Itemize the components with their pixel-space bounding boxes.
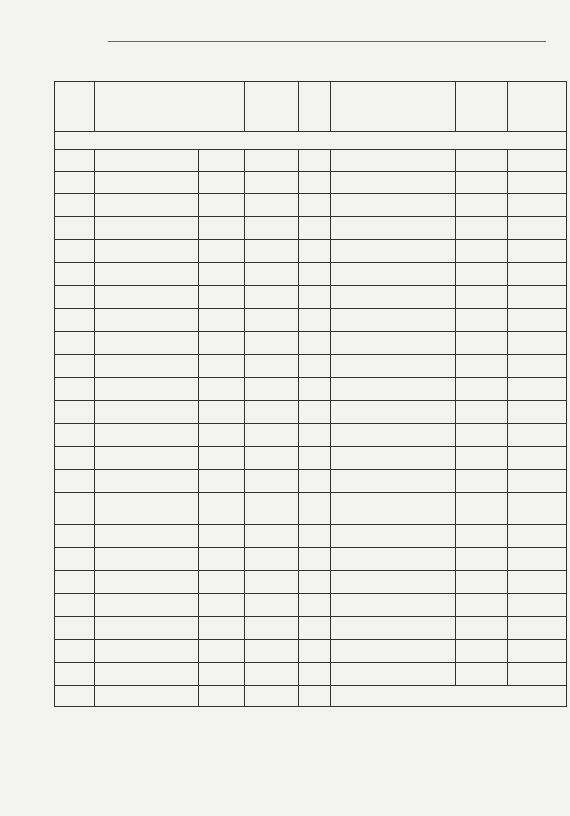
result-row xyxy=(55,240,567,263)
serial-number xyxy=(299,378,331,401)
header-rule xyxy=(108,41,546,42)
test-item xyxy=(95,194,199,217)
test-item xyxy=(95,172,199,194)
test-result xyxy=(245,594,299,617)
test-item xyxy=(95,332,199,355)
unit xyxy=(456,217,508,240)
test-result xyxy=(245,663,299,686)
unit xyxy=(199,240,245,263)
result-row xyxy=(55,447,567,470)
test-item xyxy=(331,217,456,240)
test-result xyxy=(508,470,567,493)
test-item xyxy=(95,309,199,332)
column-header xyxy=(456,150,508,172)
test-item xyxy=(331,594,456,617)
unit xyxy=(456,309,508,332)
test-item xyxy=(95,663,199,686)
serial-number xyxy=(299,172,331,194)
test-result xyxy=(508,401,567,424)
test-result xyxy=(508,447,567,470)
test-result xyxy=(245,194,299,217)
test-result xyxy=(245,525,299,548)
unit xyxy=(199,286,245,309)
unit xyxy=(199,355,245,378)
test-item xyxy=(95,286,199,309)
serial-number xyxy=(299,640,331,663)
result-row xyxy=(55,286,567,309)
column-header xyxy=(508,150,567,172)
unit xyxy=(199,332,245,355)
unit xyxy=(199,470,245,493)
serial-number xyxy=(299,571,331,594)
test-item xyxy=(95,640,199,663)
serial-number xyxy=(55,286,95,309)
unit xyxy=(456,378,508,401)
depth-value xyxy=(299,82,331,132)
result-row xyxy=(55,594,567,617)
section-title-row xyxy=(55,132,567,150)
unit xyxy=(199,548,245,571)
unit xyxy=(456,424,508,447)
end-note xyxy=(331,686,567,707)
serial-number xyxy=(55,378,95,401)
serial-number xyxy=(299,194,331,217)
unit xyxy=(456,263,508,286)
serial-number xyxy=(299,493,331,525)
test-result xyxy=(245,548,299,571)
test-result xyxy=(508,617,567,640)
unit xyxy=(199,309,245,332)
serial-number xyxy=(55,309,95,332)
test-result xyxy=(508,263,567,286)
test-result xyxy=(508,309,567,332)
test-result xyxy=(508,355,567,378)
test-item xyxy=(95,571,199,594)
result-row xyxy=(55,309,567,332)
unit xyxy=(456,548,508,571)
test-result xyxy=(245,470,299,493)
test-result xyxy=(508,332,567,355)
test-result xyxy=(508,571,567,594)
serial-number xyxy=(55,401,95,424)
test-item xyxy=(95,424,199,447)
column-header xyxy=(199,150,245,172)
test-item xyxy=(95,548,199,571)
test-item xyxy=(331,548,456,571)
test-item xyxy=(331,525,456,548)
test-item xyxy=(331,309,456,332)
unit xyxy=(456,447,508,470)
unit xyxy=(456,493,508,525)
test-item xyxy=(95,447,199,470)
test-item xyxy=(331,447,456,470)
test-result xyxy=(245,640,299,663)
test-result xyxy=(245,686,299,707)
serial-number xyxy=(55,217,95,240)
serial-number xyxy=(55,355,95,378)
depth-label xyxy=(245,82,299,132)
serial-number xyxy=(55,447,95,470)
column-header xyxy=(245,150,299,172)
test-result xyxy=(245,447,299,470)
unit xyxy=(199,686,245,707)
serial-number xyxy=(299,447,331,470)
result-row xyxy=(55,571,567,594)
unit xyxy=(456,470,508,493)
column-header xyxy=(331,150,456,172)
unit xyxy=(199,571,245,594)
unit xyxy=(456,594,508,617)
serial-number xyxy=(55,424,95,447)
unit xyxy=(199,194,245,217)
column-header-row xyxy=(55,150,567,172)
test-item xyxy=(331,663,456,686)
unit xyxy=(199,378,245,401)
unit xyxy=(199,263,245,286)
result-row-last xyxy=(55,686,567,707)
test-result xyxy=(508,378,567,401)
test-result xyxy=(245,172,299,194)
test-result xyxy=(245,571,299,594)
serial-number xyxy=(55,493,95,525)
character-value xyxy=(508,82,567,132)
test-result xyxy=(508,194,567,217)
unit xyxy=(456,401,508,424)
unit xyxy=(456,571,508,594)
serial-number xyxy=(299,424,331,447)
test-result xyxy=(245,617,299,640)
result-row xyxy=(55,617,567,640)
serial-number xyxy=(55,663,95,686)
test-item xyxy=(331,240,456,263)
test-item xyxy=(95,493,199,525)
test-result xyxy=(508,172,567,194)
column-header xyxy=(299,150,331,172)
test-result xyxy=(508,548,567,571)
serial-number xyxy=(55,571,95,594)
serial-number xyxy=(55,686,95,707)
test-result xyxy=(245,493,299,525)
test-result xyxy=(245,286,299,309)
unit xyxy=(456,332,508,355)
serial-number xyxy=(299,548,331,571)
serial-number xyxy=(299,332,331,355)
unit xyxy=(456,640,508,663)
unit xyxy=(456,525,508,548)
unit xyxy=(456,286,508,309)
unit xyxy=(199,447,245,470)
test-item xyxy=(95,378,199,401)
test-result xyxy=(508,663,567,686)
serial-number xyxy=(299,309,331,332)
unit xyxy=(199,594,245,617)
test-result xyxy=(508,493,567,525)
unit xyxy=(199,525,245,548)
serial-number xyxy=(55,332,95,355)
test-item xyxy=(331,401,456,424)
test-item xyxy=(331,332,456,355)
serial-number xyxy=(55,617,95,640)
unit xyxy=(199,424,245,447)
section-title xyxy=(55,132,567,150)
test-item xyxy=(331,571,456,594)
unit xyxy=(199,217,245,240)
test-item xyxy=(95,686,199,707)
test-item xyxy=(331,493,456,525)
unit xyxy=(199,663,245,686)
test-item xyxy=(95,470,199,493)
test-item xyxy=(331,355,456,378)
result-row xyxy=(55,493,567,525)
column-header xyxy=(95,150,199,172)
test-result xyxy=(245,424,299,447)
result-row xyxy=(55,217,567,240)
test-item xyxy=(95,240,199,263)
serial-number xyxy=(55,470,95,493)
test-item xyxy=(95,355,199,378)
result-row xyxy=(55,401,567,424)
unit xyxy=(199,401,245,424)
serial-number xyxy=(299,401,331,424)
test-item xyxy=(331,640,456,663)
test-item xyxy=(331,286,456,309)
unit xyxy=(456,663,508,686)
test-result xyxy=(508,640,567,663)
serial-number xyxy=(55,548,95,571)
unit xyxy=(199,493,245,525)
test-item xyxy=(331,172,456,194)
result-row xyxy=(55,332,567,355)
test-item xyxy=(95,263,199,286)
result-row xyxy=(55,355,567,378)
location-label xyxy=(55,82,95,132)
serial-number xyxy=(299,525,331,548)
test-result xyxy=(245,263,299,286)
serial-number xyxy=(55,525,95,548)
sample-info-row xyxy=(55,82,567,132)
test-item xyxy=(331,617,456,640)
unit xyxy=(199,617,245,640)
unit xyxy=(456,617,508,640)
test-item xyxy=(95,617,199,640)
unit xyxy=(456,240,508,263)
test-result xyxy=(245,332,299,355)
test-result xyxy=(508,594,567,617)
serial-number xyxy=(299,594,331,617)
test-item xyxy=(95,217,199,240)
test-result xyxy=(245,217,299,240)
result-row xyxy=(55,263,567,286)
unit xyxy=(456,172,508,194)
test-result xyxy=(245,401,299,424)
test-item xyxy=(95,594,199,617)
test-item xyxy=(95,401,199,424)
test-result xyxy=(508,286,567,309)
test-result xyxy=(508,217,567,240)
unit xyxy=(199,172,245,194)
character-label xyxy=(456,82,508,132)
result-row xyxy=(55,378,567,401)
serial-number xyxy=(299,663,331,686)
test-result xyxy=(245,240,299,263)
unit xyxy=(199,640,245,663)
serial-number xyxy=(299,286,331,309)
serial-number xyxy=(55,240,95,263)
test-result xyxy=(245,309,299,332)
test-result xyxy=(508,240,567,263)
result-row xyxy=(55,424,567,447)
result-row xyxy=(55,663,567,686)
test-result xyxy=(508,424,567,447)
serial-number xyxy=(299,263,331,286)
test-result xyxy=(245,378,299,401)
result-row xyxy=(55,525,567,548)
serial-number xyxy=(55,263,95,286)
test-item xyxy=(331,194,456,217)
unit xyxy=(456,194,508,217)
serial-number xyxy=(299,217,331,240)
sample-number-cell xyxy=(331,82,456,132)
test-item xyxy=(331,424,456,447)
results-table-body xyxy=(55,82,567,707)
test-item xyxy=(331,378,456,401)
column-header xyxy=(55,150,95,172)
result-row xyxy=(55,172,567,194)
test-item xyxy=(95,525,199,548)
serial-number xyxy=(55,194,95,217)
serial-number xyxy=(55,594,95,617)
serial-number xyxy=(55,640,95,663)
unit xyxy=(456,355,508,378)
results-table xyxy=(54,81,567,707)
test-item xyxy=(331,470,456,493)
test-result xyxy=(245,355,299,378)
test-item xyxy=(331,263,456,286)
test-result xyxy=(508,525,567,548)
serial-number xyxy=(55,172,95,194)
serial-number xyxy=(299,355,331,378)
result-row xyxy=(55,548,567,571)
result-row xyxy=(55,194,567,217)
result-row xyxy=(55,470,567,493)
serial-number xyxy=(299,240,331,263)
empty-cell xyxy=(299,686,331,707)
serial-number xyxy=(299,617,331,640)
serial-number xyxy=(299,470,331,493)
location-value xyxy=(95,82,245,132)
result-row xyxy=(55,640,567,663)
